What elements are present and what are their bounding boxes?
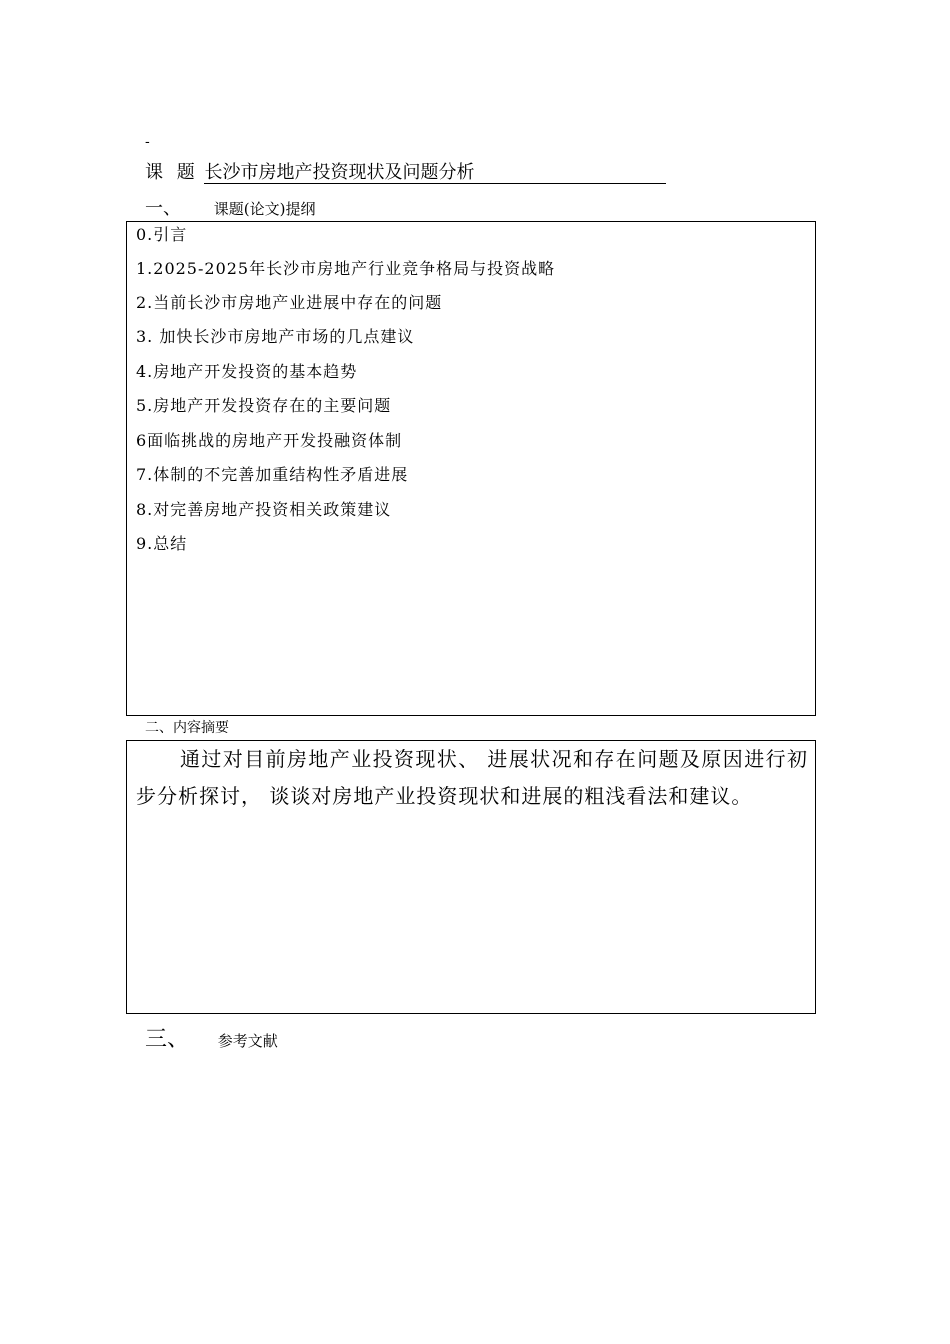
outline-heading-label: 课题(论文)提纲	[213, 200, 316, 218]
outline-heading	[145, 199, 316, 219]
references-heading-number: 三、	[145, 1027, 190, 1052]
topic-label: 课 题	[145, 162, 199, 183]
outline-item: 3. 加快长沙市房地产市场的几点建议	[136, 327, 415, 346]
outline-item: 9.总结	[136, 534, 188, 553]
outline-item: 2.当前长沙市房地产业进展中存在的问题	[136, 293, 443, 312]
abstract-heading: 二、内容摘要	[145, 720, 229, 736]
topic-title: 长沙市房地产投资现状及问题分析	[204, 163, 666, 184]
abstract-text: 通过对目前房地产业投资现状、 进展状况和存在问题及原因进行初步分析探讨， 谈谈对房地产业投资现状和进展的粗浅看法和建议。	[136, 747, 808, 808]
outline-item: 7.体制的不完善加重结构性矛盾进展	[136, 465, 409, 484]
outline-item: 0.引言	[136, 225, 188, 244]
topic-row	[145, 161, 666, 185]
outline-item: 1.2025-2025年长沙市房地产行业竞争格局与投资战略	[136, 259, 556, 278]
outline-item: 5.房地产开发投资存在的主要问题	[136, 396, 392, 415]
outline-item: 6面临挑战的房地产开发投融资体制	[136, 431, 403, 450]
references-heading-label: 参考文献	[217, 1032, 278, 1050]
outline-box	[126, 221, 816, 716]
dash-mark: -	[145, 134, 150, 150]
outline-item: 8.对完善房地产投资相关政策建议	[136, 500, 392, 519]
outline-heading-number: 一、	[145, 198, 181, 219]
references-heading	[145, 1027, 278, 1052]
outline-item: 4.房地产开发投资的基本趋势	[136, 362, 358, 381]
abstract-box	[126, 740, 816, 1014]
